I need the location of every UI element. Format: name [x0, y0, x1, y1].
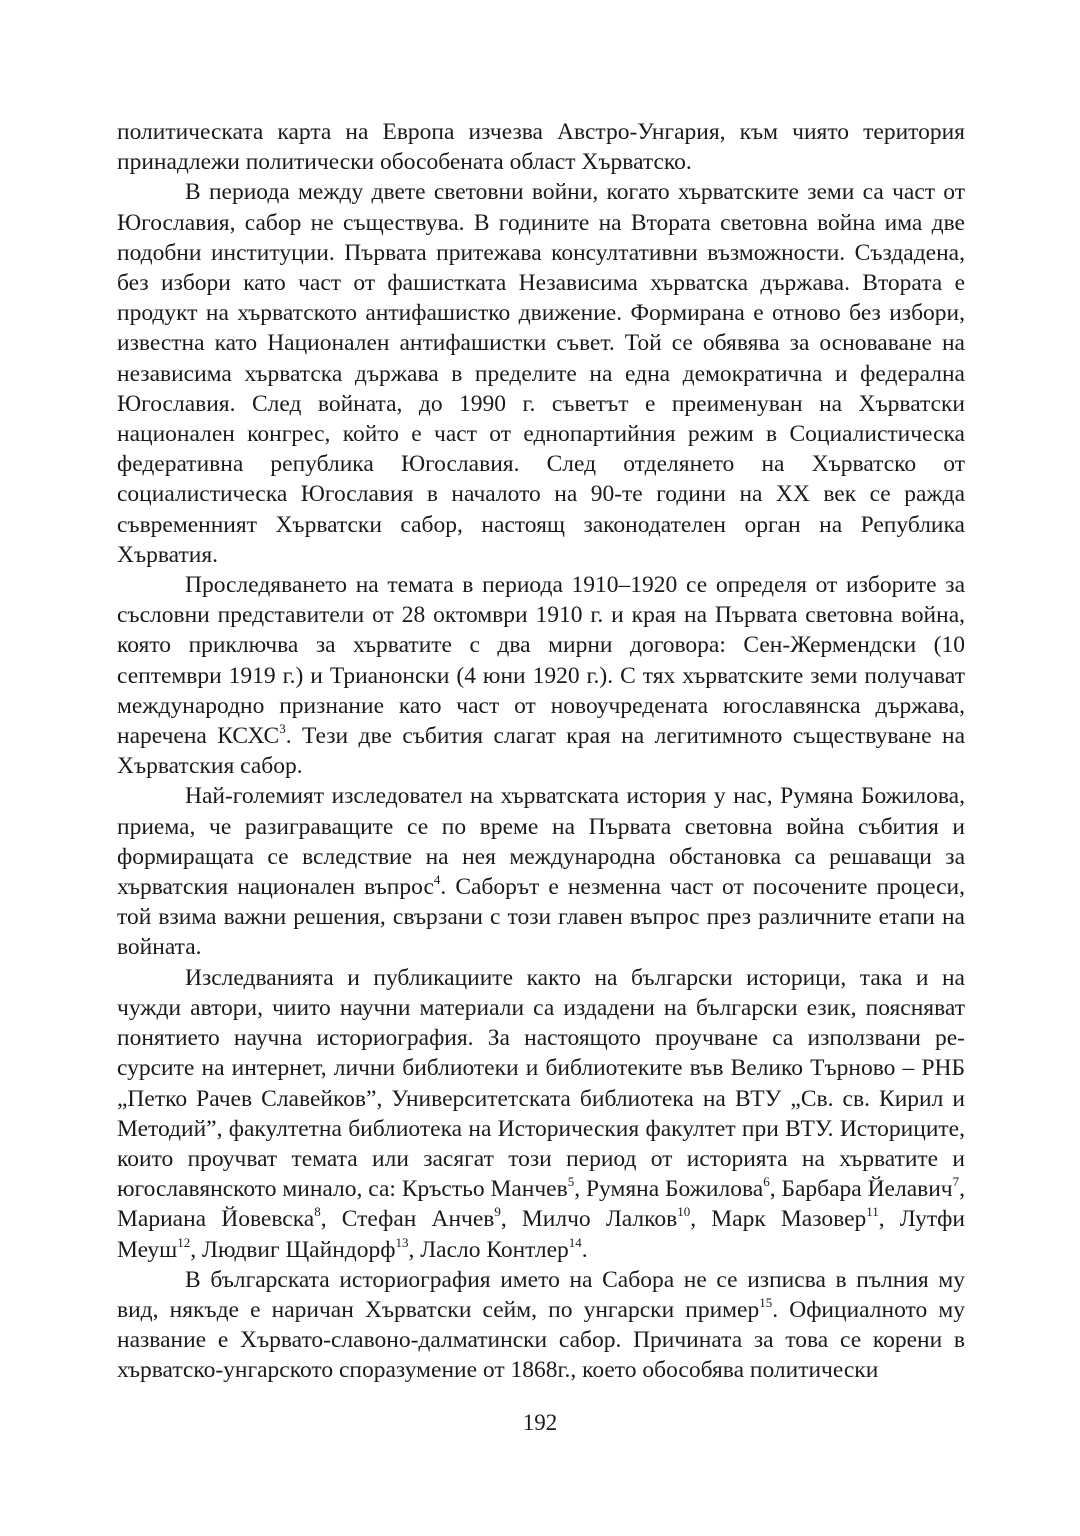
footnote-ref: 10: [677, 1204, 691, 1220]
paragraph: [117, 570, 965, 781]
text-segment: , Милчо Лалков: [500, 1206, 678, 1233]
text-segment: , Ласло Контлер: [408, 1236, 569, 1263]
text-segment: , Барбара Йелавич: [769, 1176, 953, 1203]
text-segment: . Официалното му название е Хървато-славоно-далматински сабор. Причината за това се корени в хърватско-унгарското споразумение от 1868г., което обособява политически: [117, 1296, 966, 1384]
text-segment: , Мариана Йовевска: [117, 1176, 965, 1233]
body-text: [117, 117, 965, 1386]
text-segment: .: [581, 1236, 588, 1263]
footnote-ref: 3: [279, 721, 286, 737]
text-segment: . Саборът е незменна част от посочените процеси, той взима важни решения, свързани с този главен въпрос през различните етапи на войната.: [117, 874, 966, 961]
footnote-ref: 12: [177, 1234, 191, 1250]
text-segment: Изследванията и публикациите както на български историци, така и на чужди автори, чиито научни материали са издадени на български език, поясняват понятието научна историография. За настоящото проучване са използвани ресурсите на интернет, лични библиотеки и библиотеките във Велико Търново – РНБ „Петко Рачев Славейков”, Университетската библиотека на ВТУ „Св. св. Кирил и Методий”, факултетна библиотека на Историческия факултет при ВТУ. Историците, които проучват темата или засягат този период от историята на хърватите и югославянското минало, са: Кръстьо Манчев: [117, 964, 965, 1203]
text-segment: . Тези две събития слагат края на легитимното съществуване на Хърватския сабор.: [117, 723, 965, 780]
footnote-ref: 7: [952, 1174, 960, 1190]
paragraph: [117, 963, 965, 1265]
paragraph: [117, 117, 965, 177]
document-page: [117, 117, 965, 1386]
paragraph: [117, 177, 965, 570]
text-segment: , Людвиг Щайндорф: [190, 1236, 396, 1263]
footnote-ref: 11: [866, 1204, 879, 1220]
footnote-ref: 8: [314, 1204, 321, 1220]
text-segment: Най-големият изследовател на хърватската история у нас, Румяна Божилова, приема, че разиграващите се по време на Първата световна война събития и формиращата се вследствие на нея международна обстановка са решаващи за хърватския национален въпрос: [117, 783, 965, 901]
footnote-ref: 6: [763, 1174, 770, 1190]
text-segment: Проследяването на темата в периода 1910–1920 се определя от изборите за съсловни представители от 28 октомври 1910 г. и края на Първата световна война, която приключва за хърватите с два мирни договора: Сен-Жермендски (10 септември 1919 г.) и Трианонски (4 юни 1920 г.). С тях хърватските земи получават международно признание като част от новоучредената югославянска държава, наречена КСХС: [117, 572, 965, 750]
text-segment: , Стефан Анчев: [320, 1206, 495, 1233]
text-segment: В българската историография името на Сабора не се изписва в пълния му вид, някъде е наричан Хърватски сейм, по унгарски пример: [117, 1266, 965, 1323]
footnote-ref: 15: [759, 1295, 773, 1311]
paragraph: [117, 781, 965, 962]
text-segment: политическата карта на Европа изчезва Австро-Унгария, към чиято територия принадлежи политически обособената област Хърватско.: [117, 119, 965, 176]
text-segment: , Румяна Божилова: [574, 1176, 764, 1203]
text-segment: , Марк Мазовер: [690, 1206, 867, 1233]
text-segment: В периода между двете световни войни, когато хърватските земи са част от Югославия, сабор не съществува. В годините на Втората световна война има две подобни институции. Първата притежава консултативни възможности. Създадена, без избори като част от фашистката Независима хърватска държава. Втората е продукт на хърватското антифашистко движение. Формирана е отново без избори, известна като Национален антифашистки съвет. Той се обявява за основаване на независима хърватска държава в пределите на една демократична и федерална Югославия. След войната, до 1990 г. съветът е преименуван на Хърватски национален конгрес, който е част от еднопартийния режим в Социалистическа федеративна република Югославия. След отделянето на Хърватско от социалистическа Югославия в началото на 90-те години на XX век се ражда съвременният Хърватски сабор, настоящ законодателен орган на Република Хърватия.: [117, 179, 965, 568]
footnote-ref: 5: [567, 1174, 575, 1190]
footnote-ref: 14: [568, 1234, 582, 1250]
footnote-ref: 4: [433, 872, 441, 888]
text-segment: , Лутфи Меуш: [117, 1206, 965, 1263]
footnote-ref: 13: [395, 1234, 409, 1250]
footnote-ref: 9: [494, 1204, 501, 1220]
paragraph: [117, 1265, 965, 1386]
page-number: 192: [522, 1410, 558, 1435]
